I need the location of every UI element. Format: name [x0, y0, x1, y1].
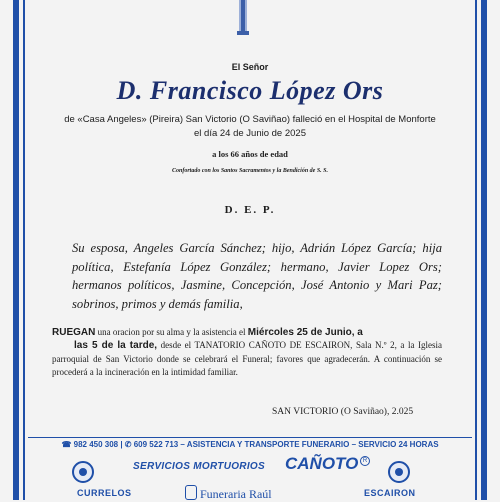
age-value: 66: [230, 149, 240, 159]
footer-town-right: ESCAIRON: [364, 488, 416, 498]
servicios-mortuorios: SERVICIOS MORTUORIOS: [133, 461, 265, 472]
ruegan-paragraph: [52, 326, 442, 380]
heading: El Señor: [231, 62, 269, 72]
registered-mark-icon: R: [360, 456, 370, 466]
cross-base-icon: [237, 31, 249, 35]
sacraments-line: Confortado con los Santos Sacramentos y la Bendición de S. S.: [171, 168, 329, 174]
right-border-thin: [475, 0, 477, 500]
funeraria-raul-logo-icon: [185, 485, 197, 500]
ruegan-text-2: desde el TANATORIO CAÑOTO DE ESCAIRON, Sala N.º 2, a la Iglesia parroquial de San Victorio donde se celebrará el Funeral; favores que agradecerán. A continuación se procederá a la incineración en la intimidad familiar.: [52, 340, 442, 378]
age-prefix: a los: [212, 149, 229, 159]
deceased-name: D. Francisco López Ors: [116, 76, 384, 105]
dep-line: D. E. P.: [224, 204, 276, 216]
signature-line: SAN VICTORIO (O Saviñao), 2.025: [272, 407, 414, 417]
age-suffix: años de edad: [241, 149, 288, 159]
footer-town-left: CURRELOS: [77, 488, 132, 498]
right-border-thick: [481, 0, 487, 500]
funeraria-raul: Funeraria Raúl: [200, 487, 272, 501]
ruegan-text-1: una oracion por su alma y la asistencia el: [95, 327, 248, 337]
footer-phone-line: ☎ 982 450 308 | ✆ 609 522 713 – ASISTENCIA Y TRANSPORTE FUNERARIO – SERVICIO 24 HORAS: [61, 440, 439, 449]
left-border-thick: [13, 0, 19, 500]
currelos-emblem-icon: [72, 461, 94, 483]
death-notice-intro: de «Casa Angeles» (Pireira) San Victorio (O Saviñao) falleció en el Hospital de Monforte el día 24 de Junio de 2025: [64, 114, 436, 139]
ruegan-time: las 5 de la tarde,: [74, 340, 158, 352]
footer-divider: [28, 437, 472, 438]
left-border-thin: [23, 0, 25, 500]
escairon-emblem-icon: [388, 461, 410, 483]
age-line: [0, 149, 500, 159]
ruegan-day: Miércoles 25 de Junio, a: [247, 327, 363, 338]
cross-icon: [239, 0, 247, 34]
ruegan-word: RUEGAN: [52, 327, 96, 338]
family-paragraph: Su esposa, Angeles García Sánchez; hijo, Adrián López García; hija política, Estefanía López González; hermano, Javier Lopez Ors; hermanos políticos, Jasmine, Concepción, José Antonio y Mari Paz; sobrinos, primos y demás familia,: [72, 241, 442, 311]
canoto-brand: CAÑOTO: [285, 454, 359, 473]
